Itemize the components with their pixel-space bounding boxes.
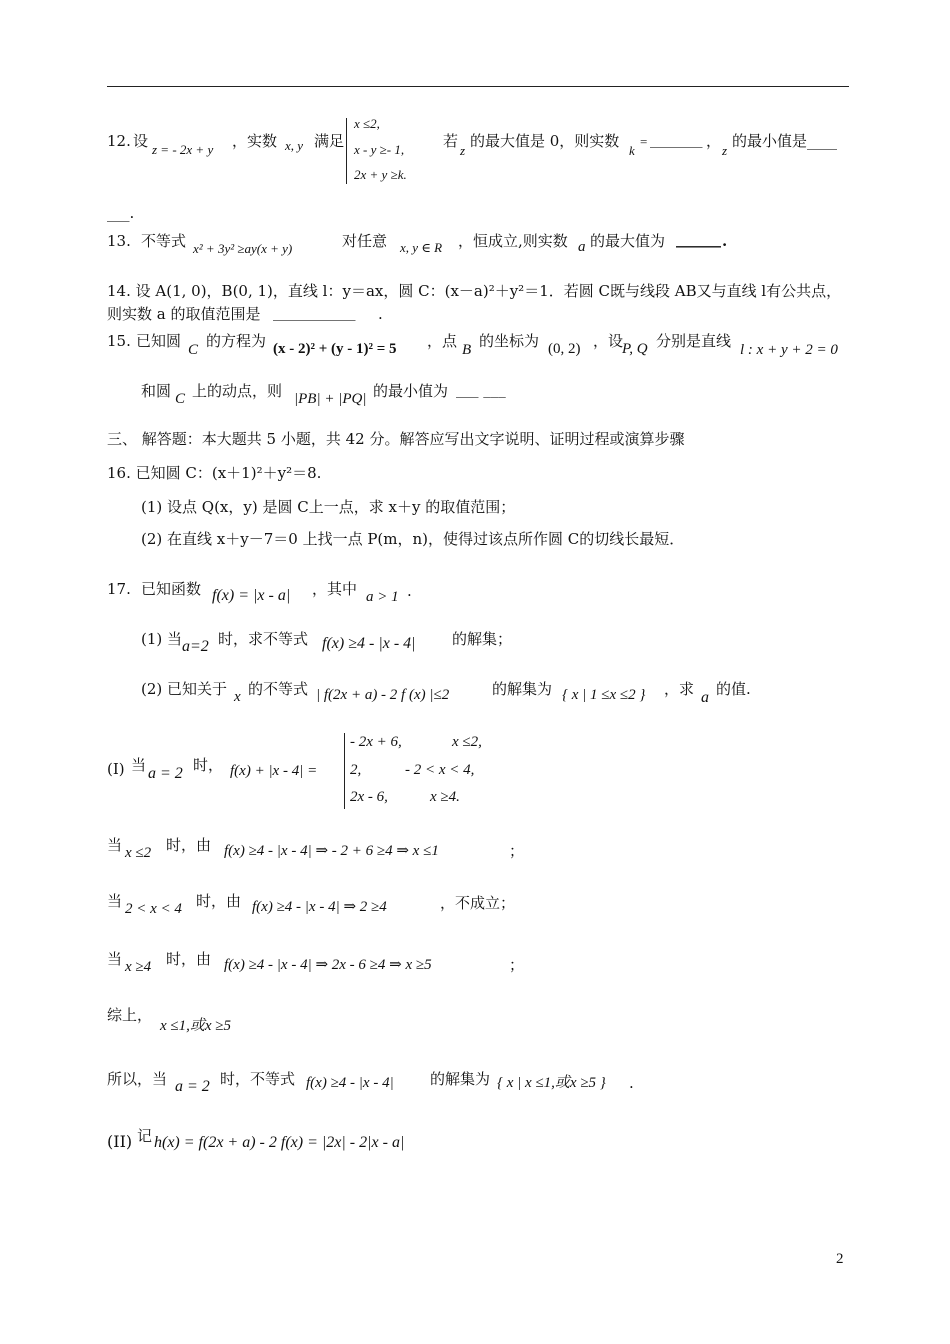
solution-text: 当 xyxy=(107,836,123,854)
solution-text: 时，由 xyxy=(196,892,242,910)
q12-condition: x ≤2, xyxy=(354,116,380,131)
q15-text: 上的动点，则 xyxy=(192,382,283,400)
q12-text: 设 xyxy=(133,132,149,150)
solution-text: 时，由 xyxy=(166,950,212,968)
q16-part1: (1) 设点 Q(x，y) 是圆 C上一点，求 x＋y 的取值范围； xyxy=(141,498,516,516)
solution-math: { x | x ≤1,或x ≥5 } xyxy=(497,1075,606,1091)
q17-condition: a > 1 xyxy=(366,589,399,605)
q13-text: 不等式 xyxy=(141,232,187,250)
q17-end: . xyxy=(407,582,412,600)
q12-xy: x, y xyxy=(285,138,304,153)
q17-part1-text: (1) 当 xyxy=(141,630,183,648)
q12-text: ，实数 xyxy=(232,132,278,150)
solution-text: 记 xyxy=(137,1127,153,1145)
q15-text: 的方程为 xyxy=(206,332,267,350)
solution-text: 时， xyxy=(193,756,224,774)
q12-condition: x - y ≥- 1, xyxy=(354,142,405,157)
q15-blank: ___ ___ xyxy=(456,380,506,398)
piecewise-cond: x ≥4. xyxy=(430,789,460,805)
q15-C: C xyxy=(175,391,186,407)
q12-z: z xyxy=(460,143,466,158)
q15-text: 和圆 xyxy=(141,382,172,400)
solution-math: a = 2 xyxy=(175,1078,210,1095)
q17-part1-text: 的解集； xyxy=(452,630,513,648)
q17-part2-text: 的值. xyxy=(716,680,751,698)
q12-blank: _______ xyxy=(650,130,703,148)
section-heading: 三、 解答题：本大题共 5 小题，共 42 分。解答应写出文字说明、证明过程或演算步骤 xyxy=(107,430,685,448)
solution-math: f(x) ≥4 - |x - 4| ⇒ 2x - 6 ≥4 ⇒ x ≥5 xyxy=(224,957,432,973)
q17-part1-math: a=2 xyxy=(182,638,209,655)
q14-line2: 则实数 a 的取值范围是 xyxy=(107,305,261,323)
q12-number: 12. xyxy=(107,132,131,150)
solution-text: ，不成立； xyxy=(440,894,516,912)
q17-part2-text: 的不等式 xyxy=(248,680,309,698)
q17-part2-math: x xyxy=(234,689,241,705)
header-rule xyxy=(107,86,849,87)
q12-text: 的最大值是 0，则实数 xyxy=(470,132,620,150)
q12-text: 满足 xyxy=(314,132,345,150)
q15-equation: (x - 2)² + (y - 1)² = 5 xyxy=(273,341,397,357)
solution-text: 时，不等式 xyxy=(220,1070,296,1088)
q17-part2-math: { x | 1 ≤x ≤2 } xyxy=(562,687,646,703)
q16-part2: (2) 在直线 x＋y－7＝0 上找一点 P(m，n)，使得过该点所作圆 C的切线长最短． xyxy=(141,530,685,548)
solution-part-I-label: (I) xyxy=(107,760,125,778)
q14-line1: 14. 设 A(1, 0)，B(0, 1)，直线 l：y＝ax，圆 C：(x－a)²＋y²＝1．若圆 C既与线段 AB又与直线 l有公共点， xyxy=(107,282,842,300)
q17-part2-text: 的解集为 xyxy=(492,680,553,698)
q17-part2-text: (2) 已知关于 xyxy=(141,680,228,698)
q13-text: ，恒成立,则实数 xyxy=(458,232,568,250)
solution-text: 综上， xyxy=(107,1006,153,1024)
q13-a: a xyxy=(578,239,586,255)
solution-math: 2 < x < 4 xyxy=(125,901,182,917)
solution-math: x ≤2 xyxy=(125,845,152,861)
q13-text: 对任意 xyxy=(342,232,388,250)
q15-expression: |PB| + |PQ| xyxy=(294,391,367,407)
q15-text: 分别是直线 xyxy=(656,332,732,350)
q17-part2-text: ，求 xyxy=(664,680,695,698)
page-number: 2 xyxy=(836,1251,844,1267)
q12-condition: 2x + y ≥k. xyxy=(354,167,407,182)
q13-blank: ______ xyxy=(676,230,721,248)
solution-text: ； xyxy=(509,842,525,860)
solution-text: 的解集为 xyxy=(430,1070,491,1088)
piecewise-cond: x ≤2, xyxy=(452,734,482,750)
q17-part2-math: | f(2x + a) - 2 f (x) |≤2 xyxy=(316,687,450,703)
q13-end: . xyxy=(722,232,728,250)
solution-text: 当 xyxy=(107,950,123,968)
q17-function: f(x) = |x - a| xyxy=(212,587,291,604)
q12-z: z xyxy=(722,143,728,158)
solution-math: h(x) = f(2x + a) - 2 f(x) = |2x| - 2|x - a| xyxy=(154,1134,405,1151)
q15-text: ，点 xyxy=(427,332,458,350)
q12-text: ， xyxy=(706,132,722,150)
q15-B-coord: (0, 2) xyxy=(548,341,581,357)
q17-part1-text: 时，求不等式 xyxy=(218,630,309,648)
q15-text: ，设 xyxy=(593,332,624,350)
q16-title: 16. 已知圆 C：(x＋1)²＋y²＝8. xyxy=(107,464,322,482)
solution-math: x ≥4 xyxy=(125,959,152,975)
q13-text: 的最大值为 xyxy=(590,232,666,250)
solution-text: 所以，当 xyxy=(107,1070,168,1088)
q12-tail: ___. xyxy=(107,204,135,222)
q14-end: . xyxy=(378,305,383,323)
q12-system-brace xyxy=(346,118,347,184)
q15-text: 已知圆 xyxy=(136,332,182,350)
solution-text: ； xyxy=(509,956,525,974)
q14-blank: ___________ xyxy=(273,303,356,321)
solution-math: a = 2 xyxy=(148,765,183,782)
q13-domain: x, y ∈ R xyxy=(400,240,443,255)
solution-math: f(x) ≥4 - |x - 4| xyxy=(306,1075,394,1091)
q12-z-expr: z = - 2x + y xyxy=(152,142,214,157)
q17-part1-math: f(x) ≥4 - |x - 4| xyxy=(322,635,416,652)
q12-text: 的最小值是____ xyxy=(732,132,838,150)
piecewise-expr: 2x - 6, xyxy=(350,789,388,805)
solution-text: . xyxy=(629,1074,634,1092)
q15-B: B xyxy=(462,342,472,358)
solution-part-II-label: (II) xyxy=(107,1132,133,1151)
q12-text: 若 xyxy=(443,132,459,150)
solution-math: x ≤1,或x ≥5 xyxy=(160,1018,232,1034)
q12-eq: = xyxy=(640,134,648,149)
q17-number: 17. xyxy=(107,580,131,598)
q13-inequality: x² + 3y² ≥ay(x + y) xyxy=(193,241,293,256)
q15-number: 15. xyxy=(107,332,131,350)
q12-k: k xyxy=(629,143,635,158)
piecewise-brace xyxy=(344,733,345,809)
q15-C: C xyxy=(188,342,199,358)
q17-part2-math: a xyxy=(701,689,709,706)
solution-text: 当 xyxy=(107,892,123,910)
solution-math: f(x) + |x - 4| = xyxy=(230,763,318,779)
q15-text: 的坐标为 xyxy=(479,332,540,350)
piecewise-cond: - 2 < x < 4, xyxy=(405,762,475,778)
q13-number: 13. xyxy=(107,232,131,250)
q15-text: 的最小值为 xyxy=(373,382,449,400)
solution-text: 时，由 xyxy=(166,836,212,854)
q17-text: 已知函数 xyxy=(141,580,202,598)
piecewise-expr: 2, xyxy=(350,762,362,778)
solution-math: f(x) ≥4 - |x - 4| ⇒ 2 ≥4 xyxy=(252,899,387,915)
q17-text: ，其中 xyxy=(312,580,358,598)
piecewise-expr: - 2x + 6, xyxy=(350,734,402,750)
q15-line: l : x + y + 2 = 0 xyxy=(740,342,838,358)
q15-PQ: P, Q xyxy=(622,341,648,357)
solution-math: f(x) ≥4 - |x - 4| ⇒ - 2 + 6 ≥4 ⇒ x ≤1 xyxy=(224,843,439,859)
solution-text: 当 xyxy=(131,756,147,774)
